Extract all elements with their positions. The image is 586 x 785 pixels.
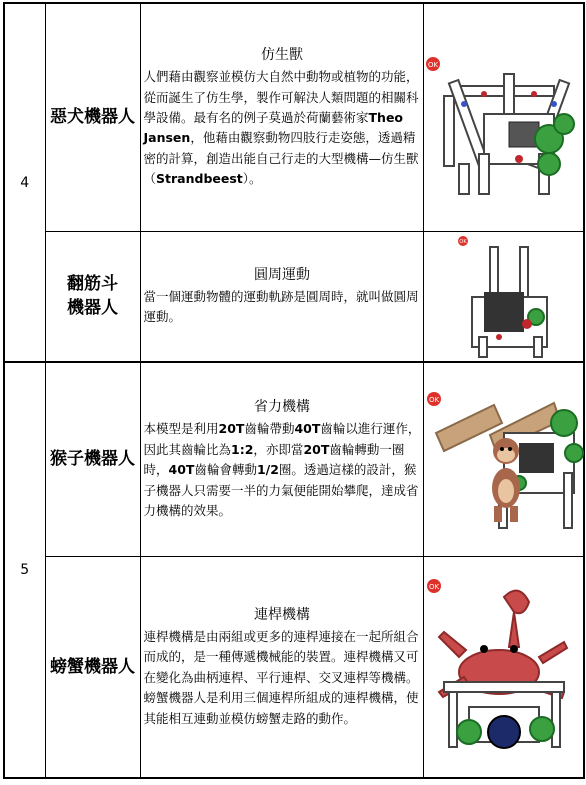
description-cell — [140, 362, 423, 556]
robot-name: 螃蟹機器人 — [45, 556, 140, 778]
concept-title: 連桿機構 — [254, 606, 310, 623]
robot-name: 翻筋斗 機器人 — [45, 231, 140, 362]
table-row — [4, 362, 584, 556]
description-cell — [140, 556, 423, 778]
ok-badge — [427, 579, 441, 593]
dog-robot-image — [423, 3, 584, 231]
robot-name: 惡犬機器人 — [45, 3, 140, 231]
concept-title: 省力機構 — [254, 399, 310, 416]
robot-table — [3, 2, 585, 779]
group-number: 4 — [4, 3, 45, 362]
svg-text:OK: OK — [428, 582, 439, 591]
svg-text:OK: OK — [428, 396, 439, 405]
table-row — [4, 556, 584, 778]
table-row — [4, 231, 584, 362]
concept-title: 圓周運動 — [254, 266, 310, 283]
svg-text:OK: OK — [458, 238, 467, 245]
description-text: 本模型是利用20T齒輪帶動40T齒輪以進行運作，因此其齒輪比為1:2，亦即當20T齒輪轉動一圈時，40T齒輪會轉動1/2圈。透過這樣的設計，猴子機器人只需要一半的力氣便能開始攀爬，達成省力機構的效果。 — [143, 421, 421, 519]
somersault-robot-image — [423, 231, 584, 362]
description-cell — [140, 231, 423, 362]
ok-badge — [458, 236, 468, 246]
robot-name: 猴子機器人 — [45, 362, 140, 556]
table-row — [4, 3, 584, 231]
group-number: 5 — [4, 362, 45, 778]
monkey-robot-image — [423, 362, 584, 556]
concept-title: 仿生獸 — [261, 46, 303, 63]
crab-robot-image — [423, 556, 584, 778]
description-text: 連桿機構是由兩組或更多的連桿連接在一起所組合而成的，是一種傳遞機械能的裝置。連桿機構又可在變化為曲柄連桿、平行連桿、交叉連桿等機構。螃蟹機器人是利用三個連桿所組成的連桿機構，使其能相互連動並模仿螃蟹走路的動作。 — [143, 628, 419, 726]
description-cell — [140, 3, 423, 231]
ok-badge — [426, 57, 440, 71]
ok-badge — [427, 392, 441, 406]
description-text: 人們藉由觀察並模仿大自然中動物或植物的功能，從而誕生了仿生學，製作可解決人類問題的相關科學設備。最有名的例子莫過於荷蘭藝術家Theo Jansen，他藉由觀察動物四肢行走姿態，透過精密的計算，創造出能自己行走的大型機構—仿生獸（Strandbeest）。 — [143, 69, 419, 187]
svg-text:OK: OK — [427, 61, 438, 70]
description-text: 當一個運動物體的運動軌跡是圓周時，就叫做圓周運動。 — [143, 289, 419, 325]
